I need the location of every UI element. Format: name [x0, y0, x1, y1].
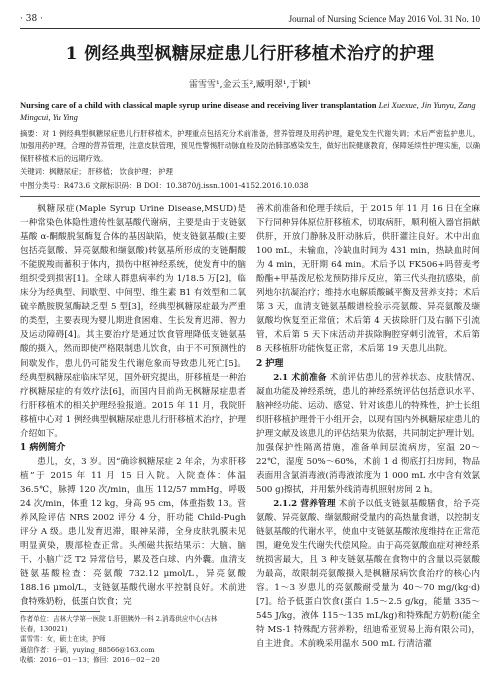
abstract: 摘要：对 1 例经典型枫糖尿症患儿行肝移植术，护理重点包括充分术前准备，营养管理及用药护理，避免发生代谢失调；术后严密监护患儿，加强用药护理，合理的营养管理，注意皮肤管理，预见性警惕肝动脉血栓及防治肺部感染发生，做好出院健康教育，保障延续性护理实施，以确保肝移植术后的远期疗效。 — [20, 129, 480, 163]
english-authors-line2: Mingcui, Yu Ying — [20, 112, 78, 122]
page-number: · 38 · — [20, 14, 43, 24]
running-header — [20, 10, 480, 29]
footnote-line: 收稿：2016－01－13；修回：2016－02－20 — [20, 655, 160, 664]
right-column — [256, 202, 480, 652]
nutrition-paragraph — [256, 497, 480, 652]
preop-paragraph — [256, 371, 480, 497]
footnote-line: 雷雪雪：女，硕士在读，护师 — [20, 635, 106, 644]
footnote-divider — [20, 611, 100, 612]
article-title: 1 例经典型枫糖尿症患儿行肝移植术治疗的护理 — [65, 44, 435, 64]
footnote — [20, 614, 246, 665]
author-list: 雷雪雪¹,金云玉²,臧明翠¹,于颖¹ — [188, 80, 311, 90]
english-authors-line1: Lei Xuexue, Jin Yunyu, Zang — [378, 100, 476, 110]
case-continued-paragraph: 善术前准备和伦理手续后，于 2015 年 11 月 16 日在全麻下行同种异体原位肝移植术，切取病肝，顺利植入器官捐献供肝，开放门静脉及肝动脉后，供肝灌注良好。术中出血 100 mL，未输血，冷缺血时间为 431 min，热缺血时间为 4 min，无肝期 64 min。术后予以 FK506+吗替麦考酚酯+甲基泼尼松龙预防排斥反应，第三代头孢抗感染，前列地尔抗凝治疗；维持水电解质酸碱平衡及营养支持；术后第 3 天，血清支链氨基酸谱检验示亮氨酸、异亮氨酸及缬氨酸均恢复至正常值；术后第 4 天拔除肝门及右膈下引流管，术后第 5 天下床活动并拔除胸腔穿刺引流管，术后第 8 天移植肝功能恢复正常，术后第 19 天患儿出院。 — [256, 204, 480, 355]
classification-line: 中图分类号：R473.6 文献标识码：B DOI：10.3870/j.issn.1001-4152.2016.10.038 — [20, 181, 309, 190]
preop-text: 术前评估患儿的营养状态、皮肤情况、凝血功能及神经系统，患儿的神经系统评估包括意识水平、脑神经功能、运动、感觉、针对该患儿的特殊性，护士长组织肝移植护理骨干小组开会，以现有国内外枫糖尿症患儿的护理文献及该患儿的评估结果为依据，共同制定护理计划。加强保护性隔离措施，准备单间层流病房，室温 20～22℃，湿度 50%～60%，术前 1 d 彻底打扫房间，物品表面用含氯消毒液(消毒液浓度为 1 000 mL 水中含有效氯 500 g)擦拭，并用紫外线消毒机照射房间 2 h。 — [256, 372, 480, 495]
journal-info: Journal of Nursing Science May 2016 Vol. 31 No. 10 — [288, 14, 480, 24]
keywords: 关键词：枫糖尿症； 肝移植； 饮食护理； 护理 — [20, 167, 173, 176]
intro-paragraph: 枫糖尿症(Maple Syrup Urine Disease,MSUD)是一种常染色体隐性遗传性氨基酸代谢病，主要是由于支链氨基酸 α-酮酸脱氢酶复合体的基因缺陷，使支链氨基酸(主要包括亮氨酸、异亮氨酸和缬氨酸)转氨基所形成的支链酮酸不能脱羧而蓄积于体内，损伤中枢神经系统，使发育中的脑组织受到损害[1]。全球人群患病率约为 1/18.5 万[2]，临床分为经典型、间歇型、中间型、维生素 B1 有效型和二氧硫辛酰胺脱氢酶缺乏型 5 型[3]，经典型枫糖尿症最为严重的类型，主要表现为婴儿期进食困难、生长发育迟滞、智力及运动障碍[4]。其主要治疗是通过饮食管理降低支链氨基酸的摄入，然而即使严格限制患儿饮食，由于不可预测性的间歇发作，患儿仍可能发生代谢危象而导致患儿死亡[5]。经典型枫糖尿症临床罕见，国外研究提出，肝移植是一种治疗枫糖尿症的有效疗法[6]，而国内目前尚无枫糖尿症患者行肝移植术的相关护理经验报道。2015 年 11 月，我院肝移植中心对 1 例经典型枫糖尿症患儿行肝移植术治疗，护理介绍如下。 — [20, 204, 246, 439]
nutrition-text: 术前予以低支链氨基酸膳食，给予亮氨酸、异亮氨酸、缬氨酸耐受量内的高热量食谱，以控制支链氨基酸的代谢水平，使血中支链氨基酸浓度维持在正常范围，避免发生代谢失代偿风险。由于高亮氨酸血症对神经系统损害最大，且 3 种支链氨基酸在食物中的含量以亮氨酸为最高，故限制亮氨酸摄入是枫糖尿病饮食治疗的核心内容。1～3 岁患儿的亮氨酸耐受量为 40～70 mg/(kg·d)[7]。给予低蛋白饮食(蛋白 1.5～2.5 g/kg，能量 335～545 J/kg，液体 115～135 mL/kg)和特殊配方奶粉(能全特 MS-1 特殊配方营养粉，纽迪希亚贸易上海有限公司)，自主进食。术前晚采用温水 500 mL 行清洁灌 — [256, 498, 480, 650]
left-column — [20, 202, 246, 609]
subsection-heading-nutrition: 2.1.2 营养管理 — [273, 498, 336, 509]
footnote-line: 长春，130021) — [20, 625, 68, 634]
section-heading-nursing: 2 护理 — [256, 358, 284, 369]
subsection-heading-preop: 2.1 术前准备 — [273, 372, 327, 383]
english-title-block — [20, 99, 480, 123]
english-title: Nursing care of a child with classical maple syrup urine disease and receiving liver transplantation — [20, 100, 377, 110]
section-heading-case: 1 病例简介 — [20, 442, 66, 453]
header-divider — [20, 196, 480, 197]
footnote-line: 作者单位：吉林大学第一医院 1.肝胆胰外一科 2.消毒供应中心(吉林 — [20, 615, 218, 623]
footnote-line: 通信作者：于颖，yuying_88566@163.com — [20, 645, 155, 654]
case-paragraph: 患儿，女，3 岁。因“确诊枫糖尿症 2 年余，为求肝移植”于 2015 年 11 月 15 日入院。入院查体：体温 36.5℃，脉搏 120 次/min，血压 112/57 mmHg，呼吸 24 次/min，体重 12 kg，身高 95 cm，体重指数 13。营养风险评估 NRS 2002 评分 4 分，肝功能 Child-Pugh 评分 A 级。患儿发育迟滞，眼神呆滞，全身皮肤乳膜未见明显黄染，腹部检查正常。头颅磁共振结果示：大脑、脑干、小脑广泛 T2 异常信号，累及苍白球、内外囊。血清支链氨基酸检查：亮氨酸 732.12 μmol/L，异亮氨酸 188.16 μmol/L，支链氨基酸代谢水平控制良好。术前进食特殊奶粉，低蛋白饮食；完 — [20, 456, 246, 608]
